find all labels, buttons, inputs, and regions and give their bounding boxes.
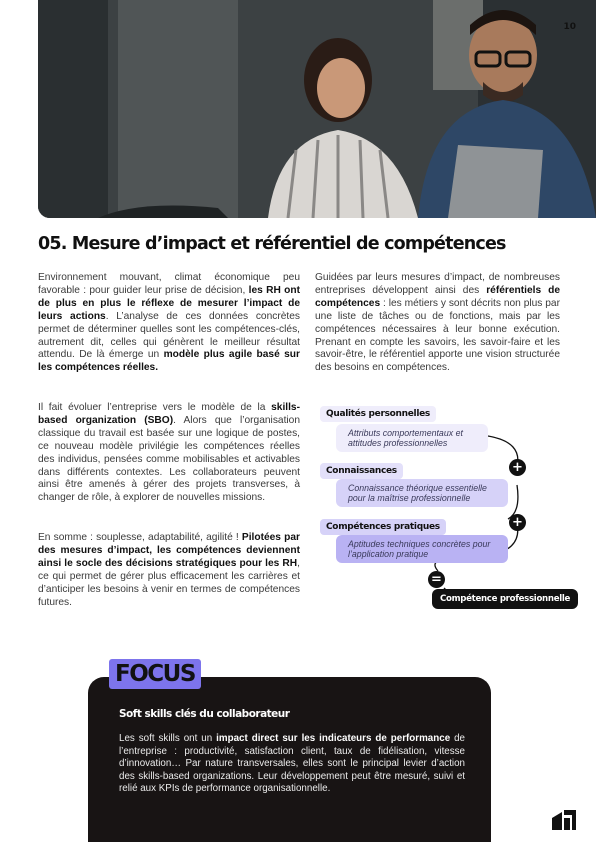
text-span: Les soft skills ont un [119, 733, 217, 744]
box-competences-desc: Aptitudes techniques concrètes pour l’application pratique [336, 535, 508, 563]
plus-icon: + [509, 459, 526, 476]
text-span: . Alors que l’organisation classique du travail est basée sur une logique de postes, ce nouveau modèle privilégie les compétences réelles des individus, pensées comme mobilisables et activables dans différents contextes. Les collaborateurs peuvent ainsi être amenés à gérer des projets transverses, à changer de rôle, à explorer de nouvelles missions. [38, 414, 301, 504]
page-number: 10 [563, 22, 576, 32]
text-bold: impact direct sur les indicateurs de performance [216, 733, 451, 744]
text-bold: référentiels de compétences [315, 284, 560, 309]
text-span: de l’entreprise : productivité, satisfaction client, taux de fidélisation, vitesse d’innovation… Par nature transversales, elles sont le principal levier d’action des skills-based organizations. Leur développement peut être mesuré, suivi et relié aux KPIs de performance organisationnelle. [119, 733, 466, 795]
competence-diagram [318, 404, 571, 616]
paragraph-sbo [38, 402, 300, 505]
text-span: Environnement mouvant, climat économique peu favorable : pour guider leur prise de décision, [38, 272, 300, 296]
equals-icon: = [428, 571, 445, 588]
plus-icon: + [509, 514, 526, 531]
result-competence-professionnelle: Compétence professionnelle [432, 589, 578, 609]
text-span: En somme : souplesse, adaptabilité, agilité ! [38, 532, 242, 543]
text-span: Guidées par leurs mesures d’impact, de nombreuses entreprises développent ainsi des [315, 272, 560, 296]
paragraph-referentiels [315, 272, 560, 375]
text-span: . L’analyse de ces données concrètes permet de déterminer quelles sont les compétences-clés, autrement dit, celles qui génèrent le meilleur résultat attendu. De là émerge un [38, 310, 300, 361]
focus-text [119, 733, 465, 796]
text-span: , ce qui permet de gérer plus efficacement les carrières et d’anticiper les besoins à venir en termes de compétences futures. [38, 557, 300, 608]
section-title: 05. Mesure d’impact et référentiel de compétences [38, 234, 506, 254]
text-bold: skills-based organization (SBO) [38, 402, 300, 426]
tag-qualites-personnelles: Qualités personnelles [320, 406, 436, 422]
header-photo [38, 0, 596, 218]
paragraph-conclusion [38, 532, 300, 609]
focus-label: FOCUS [109, 659, 201, 689]
box-qualites-desc: Attributs comportementaux et attitudes professionnelles [336, 424, 488, 452]
header-photo-illustration [38, 0, 596, 218]
text-bold: les RH ont de plus en plus le réflexe de mesurer l’impact de leurs actions [38, 284, 300, 322]
text-bold: modèle plus agile basé sur les compétences réelles. [38, 349, 300, 374]
text-span: : les métiers y sont décrits non plus par une liste de tâches ou de fonctions, mais par les compétences nécessaires à leur bonne exécution. Prenant en compte les savoirs, les savoir-faire et les savoir-être, le référentiel apporte une vision structurée des besoins en compétences. [315, 297, 560, 374]
focus-title: Soft skills clés du collaborateur [119, 708, 290, 720]
text-span: Il fait évoluer l’entreprise vers le modèle de la [38, 402, 272, 413]
text-bold: Pilotées par des mesures d’impact, les compétences deviennent ainsi le socle des décisions stratégiques pour les RH [38, 532, 300, 569]
tag-connaissances: Connaissances [320, 463, 403, 479]
tag-competences-pratiques: Compétences pratiques [320, 519, 446, 535]
brand-logo-icon [552, 810, 576, 830]
box-connaissances-desc: Connaissance théorique essentielle pour la maîtrise professionnelle [336, 479, 508, 507]
paragraph-intro [38, 272, 300, 375]
